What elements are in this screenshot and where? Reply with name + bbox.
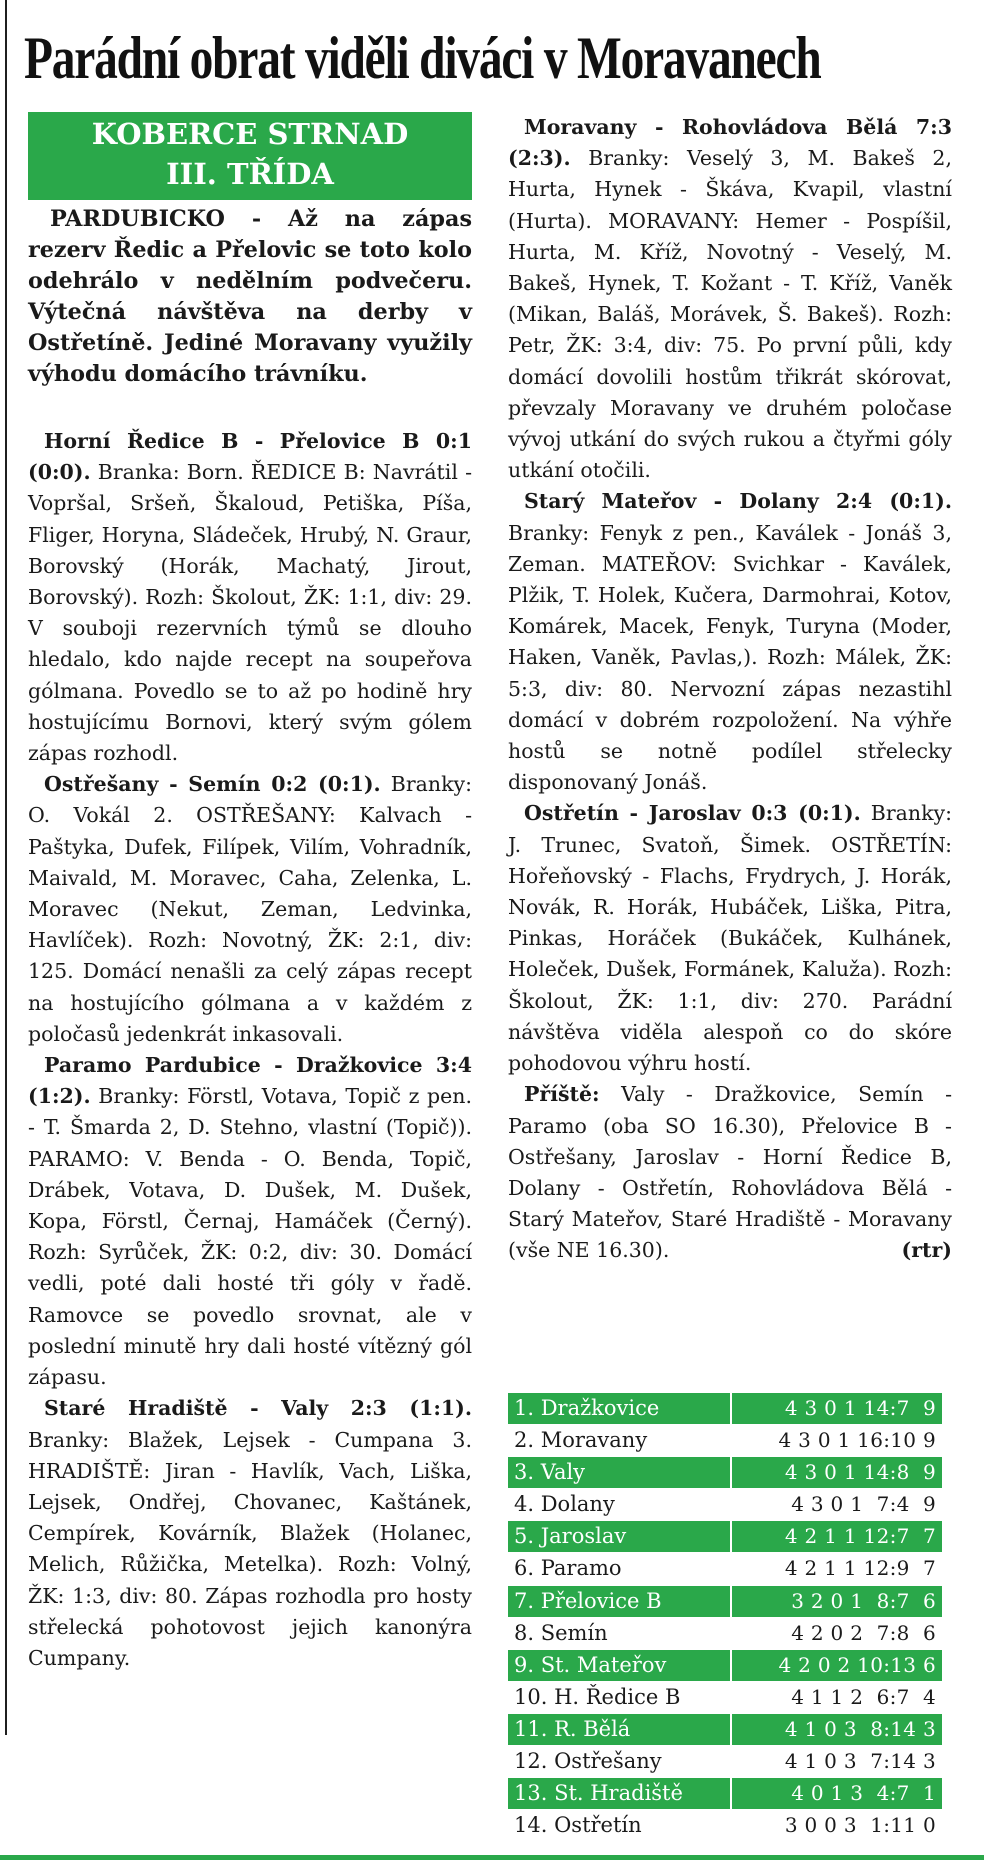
standings-row: [508, 1810, 942, 1841]
standings-stats: 4 3 0 1 14:8 9: [784, 1460, 936, 1485]
standings-stats: 4 1 0 3 8:14 3: [784, 1716, 936, 1741]
match-report: [508, 798, 952, 1079]
standings-row: [508, 1618, 942, 1649]
standings-team: 6. Paramo: [508, 1553, 732, 1584]
standings-team: 12. Ostřešany: [508, 1746, 732, 1777]
match-title: Paramo Pardubice - Dražkovice 3:4 (1:2).: [28, 1053, 472, 1109]
standings-team: 4. Dolany: [508, 1489, 732, 1520]
standings-team: 13. St. Hradiště: [508, 1778, 732, 1809]
match-title: Staré Hradiště - Valy 2:3 (1:1).: [44, 1396, 472, 1421]
match-body: Branky: Blažek, Lejsek - Cumpana 3. HRADIŠTĚ: Jiran - Havlík, Vach, Liška, Lejsek, Ondřej, Chovanec, Kaštánek, Cempírek, Kovárník, Blažek (Holanec, Melich, Růžička, Metelka). Rozh: Volný, ŽK: 1:3, div: 80. Zápas rozhodla pro hosty střelecká pohotovost jejich kanonýra Cumpany.: [28, 1427, 472, 1670]
standings-row: [508, 1521, 942, 1552]
standings-team: 7. Přelovice B: [508, 1586, 732, 1617]
standings-row: [508, 1778, 942, 1809]
standings-team: 5. Jaroslav: [508, 1521, 732, 1552]
standings-stats: 4 2 1 1 12:9 7: [784, 1556, 936, 1581]
standings-row: [508, 1586, 942, 1617]
match-title: Starý Mateřov - Dolany 2:4 (0:1).: [524, 489, 952, 514]
standings-team: 8. Semín: [508, 1618, 732, 1649]
match-body: Branky: Förstl, Votava, Topič z pen. - T. Šmarda 2, D. Stehno, vlastní (Topič)). PARAMO: V. Benda - O. Benda, Topič, Drábek, Votava, D. Dušek, M. Dušek, Kopa, Förstl, Černaj, Hamáček (Černý). Rozh: Syrůček, ŽK: 0:2, div: 30. Domácí vedli, poté dali hosté tři góly v řadě. Ramovce se povedlo srovnat, ale v poslední minutě hry dali hosté vítězný gól zápasu.: [28, 1084, 472, 1390]
match-title: Horní Ředice B - Přelovice B 0:1 (0:0).: [28, 429, 472, 485]
standings-team: 14. Ostřetín: [508, 1810, 732, 1841]
lead-paragraph: PARDUBICKO - Až na zápas rezerv Ředic a Přelovic se toto kolo odehrálo v nedělním podvečeru. Výtečná návštěva na derby v Ostřetíně. Jediné Moravany využily výhodu domácího trávníku.: [28, 206, 472, 387]
next-round: [508, 1079, 952, 1266]
match-title: Ostřetín - Jaroslav 0:3 (0:1).: [524, 801, 861, 826]
section-banner: [28, 112, 472, 200]
match-title: Moravany - Rohovládova Bělá 7:3 (2:3).: [508, 115, 952, 171]
standings-row: [508, 1425, 942, 1456]
banner-subtitle: III. TŘÍDA: [166, 157, 334, 191]
match-report: [508, 486, 952, 798]
match-body: Branky: O. Vokál 2. OSTŘEŠANY: Kalvach - Paštyka, Dufek, Filípek, Vilím, Vohradník, Maivald, M. Moravec, Caha, Zelenka, L. Moravec (Nekut, Zeman, Ledvinka, Havlíček). Rozh: Novotný, ŽK: 2:1, div: 125. Domácí nenašli za celý zápas recept na hostujícího gólmana a v každém z poločasů jedenkrát inkasovali.: [28, 772, 472, 1046]
standings-team: 2. Moravany: [508, 1425, 732, 1456]
standings-team: 10. H. Ředice B: [508, 1682, 732, 1713]
next-round-title: Příště:: [524, 1082, 600, 1107]
left-column-rule: [5, 0, 7, 1735]
match-report: [28, 769, 472, 1050]
banner-title: KOBERCE STRNAD: [91, 117, 409, 151]
match-title: Ostřešany - Semín 0:2 (0:1).: [44, 772, 381, 797]
standings-row: [508, 1553, 942, 1584]
standings-stats: 4 3 0 1 7:4 9: [791, 1492, 936, 1517]
match-report: [28, 1393, 472, 1674]
next-round-body: Valy - Dražkovice, Semín - Paramo (oba SO 16.30), Přelovice B - Ostřešany, Jaroslav - Horní Ředice B, Dolany - Ostřetín, Rohovládova Bělá - Starý Mateřov, Staré Hradiště - Moravany (vše NE 16.30).: [508, 1082, 952, 1263]
standings-table: [508, 1393, 942, 1842]
match-report: [28, 426, 472, 769]
standings-row: [508, 1682, 942, 1713]
match-body: Branka: Born. ŘEDICE B: Navrátil - Vopršal, Sršeň, Škaloud, Petiška, Píša, Fliger, Horyna, Sládeček, Hrubý, N. Graur, Borovský (Horák, Machatý, Jirout, Borovský). Rozh: Školout, ŽK: 1:1, div: 29. V souboji rezervních týmů se dlouho hledalo, kdo najde recept na soupeřova gólmana. Povedlo se to až po hodině hry hostujícímu Bornovi, který svým gólem zápas rozhodl.: [28, 460, 472, 766]
standings-stats: 3 2 0 1 8:7 6: [791, 1588, 936, 1613]
match-report: [508, 112, 952, 486]
standings-stats: 4 2 0 2 7:8 6: [791, 1620, 936, 1645]
standings-team: 9. St. Mateřov: [508, 1650, 732, 1681]
match-body: Branky: J. Trunec, Svatoň, Šimek. OSTŘETÍN: Hořeňovský - Flachs, Frydrych, J. Horák, Novák, R. Horák, Hubáček, Liška, Pitra, Pinkas, Horáček (Bukáček, Kulhánek, Holeček, Dušek, Formánek, Kaluža). Rozh: Školout, ŽK: 1:1, div: 270. Parádní návštěva viděla alespoň co do skóre pohodovou výhru hostí.: [508, 801, 952, 1076]
right-column: [508, 112, 952, 1267]
standings-stats: 4 2 1 1 12:7 7: [784, 1524, 936, 1549]
author-tag: (rtr): [901, 1238, 952, 1263]
match-report: [28, 1050, 472, 1393]
standings-stats: 4 2 0 2 10:13 6: [778, 1652, 936, 1677]
left-column: [28, 112, 472, 1674]
standings-stats: 4 3 0 1 14:7 9: [784, 1396, 936, 1420]
standings-row: [508, 1714, 942, 1745]
standings-team: 11. R. Bělá: [508, 1714, 732, 1745]
standings-row: [508, 1393, 942, 1424]
standings-row: [508, 1457, 942, 1488]
standings-stats: 3 0 0 3 1:11 0: [784, 1813, 936, 1838]
standings-team: 3. Valy: [508, 1457, 732, 1488]
bottom-rule: [0, 1855, 984, 1860]
standings-stats: 4 1 0 3 7:14 3: [784, 1749, 936, 1774]
standings-stats: 4 0 1 3 4:7 1: [791, 1781, 936, 1806]
standings-row: [508, 1650, 942, 1681]
standings-row: [508, 1489, 942, 1520]
match-body: Branky: Fenyk z pen., Kaválek - Jonáš 3, Zeman. MATEŘOV: Svichkar - Kaválek, Plžik, T. Holek, Kučera, Darmohrai, Kotov, Komárek, Macek, Fenyk, Turyna (Moder, Haken, Vaněk, Pavlas,). Rozh: Málek, ŽK: 5:3, div: 80. Nervozní zápas nezastihl domácí v dobrém rozpoložení. Na výhře hostů se notně podílel střelecky disponovaný Jonáš.: [508, 520, 952, 795]
standings-team: 1. Dražkovice: [508, 1393, 732, 1424]
standings-row: [508, 1746, 942, 1777]
standings-stats: 4 3 0 1 16:10 9: [778, 1428, 936, 1453]
match-body: Branky: Veselý 3, M. Bakeš 2, Hurta, Hynek - Škáva, Kvapil, vlastní (Hurta). MORAVANY: Hemer - Pospíšil, Hurta, M. Kříž, Novotný - Veselý, M. Bakeš, Hynek, T. Kožant - T. Kříž, Vaněk (Mikan, Baláš, Morávek, Š. Bakeš). Rozh: Petr, ŽK: 3:4, div: 75. Po první půli, kdy domácí dovolili hostům třikrát skórovat, převzaly Moravany ve druhém poločase vývoj utkání do svých rukou a čtyřmi góly utkání otočili.: [508, 146, 952, 483]
standings-stats: 4 1 1 2 6:7 4: [791, 1684, 936, 1709]
headline: Parádní obrat viděli diváci v Moravanech: [24, 25, 821, 91]
